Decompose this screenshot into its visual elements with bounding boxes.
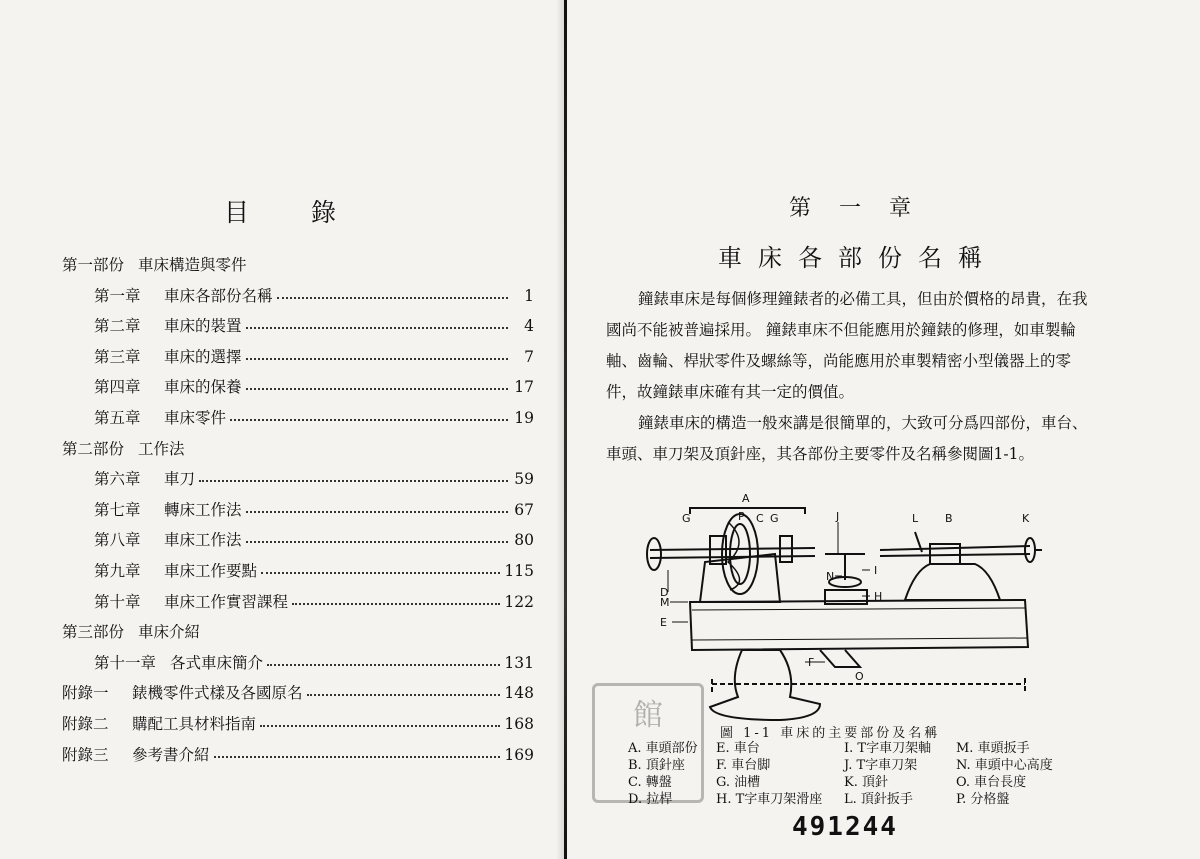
toc-label: 第七章 xyxy=(94,500,141,519)
toc-label: 第三章 xyxy=(94,347,141,366)
toc-leader-dots xyxy=(199,480,508,482)
toc-label: 第十章 xyxy=(94,592,141,611)
figure-callout-label: F xyxy=(808,656,815,669)
paragraph-2: 鐘錶車床的構造一般來講是很簡單的，大致可分爲四部份，車台、車頭、車刀架及頂針座，其各部份主要零件及名稱參閱圖1-1。 xyxy=(606,414,1088,463)
toc-name: 車床介紹 xyxy=(138,623,201,642)
toc-part-heading xyxy=(62,437,185,459)
toc-entry xyxy=(94,406,534,428)
paragraph-1: 鐘錶車床是每個修理鐘錶者的必備工具，但由於價格的昂貴，在我國尚不能被普遍採用。 鐘錶車床不但能應用於鐘錶的修理，如車製輪軸、齒輪、桿狀零件及螺絲等，尚能應用於車製精密小型儀器上的零件，故鐘錶車床確有其一定的價值。 xyxy=(606,290,1088,401)
legend-item: B. 頂針座 xyxy=(628,758,685,773)
figure-callout-label: H xyxy=(874,590,883,603)
figure-caption: 圖 1-1 車床的主要部份及名稱 xyxy=(720,726,941,741)
toc-part-heading xyxy=(62,620,200,642)
toc-entry xyxy=(94,498,534,520)
toc-leader-dots xyxy=(292,603,500,605)
figure-callout-label: J xyxy=(836,510,840,523)
dimension-o xyxy=(712,678,1025,692)
book-gutter xyxy=(564,0,567,859)
toc-label: 第二章 xyxy=(94,317,141,336)
right-page-chapter xyxy=(570,0,1200,859)
legend-item: K. 頂針 xyxy=(844,775,888,790)
chapter-title: 車床各部份名稱 xyxy=(718,244,998,272)
tailstock xyxy=(905,564,1000,600)
toc-page-number: 131 xyxy=(504,653,534,672)
toc-page-number: 4 xyxy=(524,317,534,336)
toc-page-number: 122 xyxy=(504,592,534,611)
toc-label: 第三部份 xyxy=(62,623,125,642)
toc-label: 附錄三 xyxy=(62,745,109,764)
legend-item: J. T字車刀架 xyxy=(844,758,918,773)
toc-entry xyxy=(62,743,534,765)
toc-entry xyxy=(94,559,534,581)
toc-page-number: 19 xyxy=(514,409,534,427)
figure-callout-label: P xyxy=(738,510,745,523)
toc-name: 車床構造與零件 xyxy=(138,256,247,274)
toc-page-number: 59 xyxy=(514,470,534,489)
legend-item: I. T字車刀架軸 xyxy=(844,741,932,756)
toc-name: 各式車床簡介 xyxy=(170,653,264,672)
toc-label: 第五章 xyxy=(94,409,141,427)
toc-name: 車床零件 xyxy=(164,409,227,427)
toc-label: 第八章 xyxy=(94,531,141,550)
toc-leader-dots xyxy=(277,297,508,299)
toc-leader-dots xyxy=(246,541,508,543)
figure-callout-label: O xyxy=(855,670,864,683)
toc-leader-dots xyxy=(230,419,508,421)
legend-item: O. 車台長度 xyxy=(956,775,1027,790)
figure-callout-label: C xyxy=(756,512,764,525)
toc-page-number: 1 xyxy=(524,286,534,305)
legend-item: H. T字車刀架滑座 xyxy=(716,792,823,807)
toc-title: 目錄 xyxy=(223,198,398,227)
toc-name: 參考書介紹 xyxy=(132,745,210,764)
legend-item: L. 頂針扳手 xyxy=(844,792,913,807)
catalog-number: 491244 xyxy=(792,812,898,842)
toc-label: 第六章 xyxy=(94,470,141,489)
toc-page-number: 169 xyxy=(504,745,534,764)
bracket-a xyxy=(690,508,805,514)
toc-name: 車床的裝置 xyxy=(164,317,242,336)
chapter-number: 第一章 xyxy=(788,196,939,221)
toc-entry xyxy=(94,345,534,367)
toc-name: 車刀 xyxy=(164,470,196,489)
legend-item: C. 轉盤 xyxy=(628,775,672,790)
figure-callout-label: N xyxy=(826,570,835,583)
toc-entry xyxy=(94,314,534,336)
toc-leader-dots xyxy=(246,358,508,360)
legend-item: N. 車頭中心高度 xyxy=(956,758,1053,773)
toc-page-number: 67 xyxy=(514,500,534,519)
toc-leader-dots xyxy=(246,388,508,390)
toc-entry xyxy=(62,712,534,734)
figure-callout-label: D xyxy=(660,586,669,599)
toc-name: 車床工作實習課程 xyxy=(164,592,289,611)
library-stamp: 館 xyxy=(592,683,704,803)
toc-label: 附錄一 xyxy=(62,684,109,703)
legend-item: G. 油槽 xyxy=(716,775,761,790)
figure-callout-label: L xyxy=(912,512,919,525)
toc-entry xyxy=(94,375,534,397)
toc-name: 車床的保養 xyxy=(164,378,242,397)
toc-part-heading xyxy=(62,253,247,275)
toc-leader-dots xyxy=(246,511,508,513)
toc-leader-dots xyxy=(214,756,501,758)
toc-name: 錶機零件式樣及各國原名 xyxy=(132,684,303,703)
toc-leader-dots xyxy=(267,664,500,666)
toc-entry xyxy=(94,651,534,673)
legend-item: D. 拉桿 xyxy=(628,792,673,807)
toc-entry xyxy=(94,590,534,612)
figure-legend xyxy=(628,740,1098,808)
toc-name: 車床的選擇 xyxy=(164,347,242,366)
toc-label: 第四章 xyxy=(94,378,141,397)
legend-item: E. 車台 xyxy=(716,741,760,756)
left-page-toc xyxy=(0,0,560,859)
toc-leader-dots xyxy=(246,327,508,329)
toc-entry xyxy=(94,284,534,306)
figure-callout-label: K xyxy=(1022,512,1030,525)
toc-page-number: 17 xyxy=(514,378,534,397)
toc-leader-dots xyxy=(261,572,500,574)
legend-item: M. 車頭扳手 xyxy=(956,741,1030,756)
toc-entry xyxy=(94,467,534,489)
toc-label: 第二部份 xyxy=(62,439,125,458)
figure-callout-label: M xyxy=(660,596,670,609)
spindle xyxy=(650,548,815,558)
toc-name: 車床各部份名稱 xyxy=(164,286,273,305)
toc-page-number: 115 xyxy=(504,562,534,580)
figure-callout-label: E xyxy=(660,616,667,629)
toc-entry xyxy=(94,528,534,550)
toc-label: 第一章 xyxy=(94,286,141,305)
toc-entry xyxy=(62,681,534,703)
toc-leader-dots xyxy=(260,725,500,727)
lathe-bed xyxy=(690,600,1028,650)
toc-page-number: 148 xyxy=(504,684,534,703)
figure-callout-label: G xyxy=(770,512,779,525)
toc-page-number: 7 xyxy=(524,347,534,366)
toc-name: 車床工作要點 xyxy=(164,562,258,580)
pulley xyxy=(722,514,758,594)
figure-callout-label: G xyxy=(682,512,691,525)
toc-page-number: 80 xyxy=(514,531,534,550)
legend-item: F. 車台脚 xyxy=(716,758,771,773)
toc-page-number: 168 xyxy=(504,715,534,733)
toc-label: 第一部份 xyxy=(62,256,125,274)
toc-name: 轉床工作法 xyxy=(164,500,242,519)
toc-leader-dots xyxy=(307,694,501,696)
gutter-shadow xyxy=(556,0,564,859)
figure-callout-label: B xyxy=(945,512,953,525)
figure-callout-label: I xyxy=(874,564,878,577)
toc-name: 車床工作法 xyxy=(164,531,242,550)
toc-label: 第九章 xyxy=(94,562,141,580)
legend-item: A. 車頭部份 xyxy=(628,741,698,756)
toc-label: 第十一章 xyxy=(94,653,157,672)
toc-name: 工作法 xyxy=(138,439,185,458)
figure-callout-label: A xyxy=(742,492,750,505)
toc-name: 購配工具材料指南 xyxy=(132,715,257,733)
legend-item: P. 分格盤 xyxy=(956,792,1010,807)
toc-label: 附錄二 xyxy=(62,715,109,733)
index-wheel xyxy=(647,538,661,570)
